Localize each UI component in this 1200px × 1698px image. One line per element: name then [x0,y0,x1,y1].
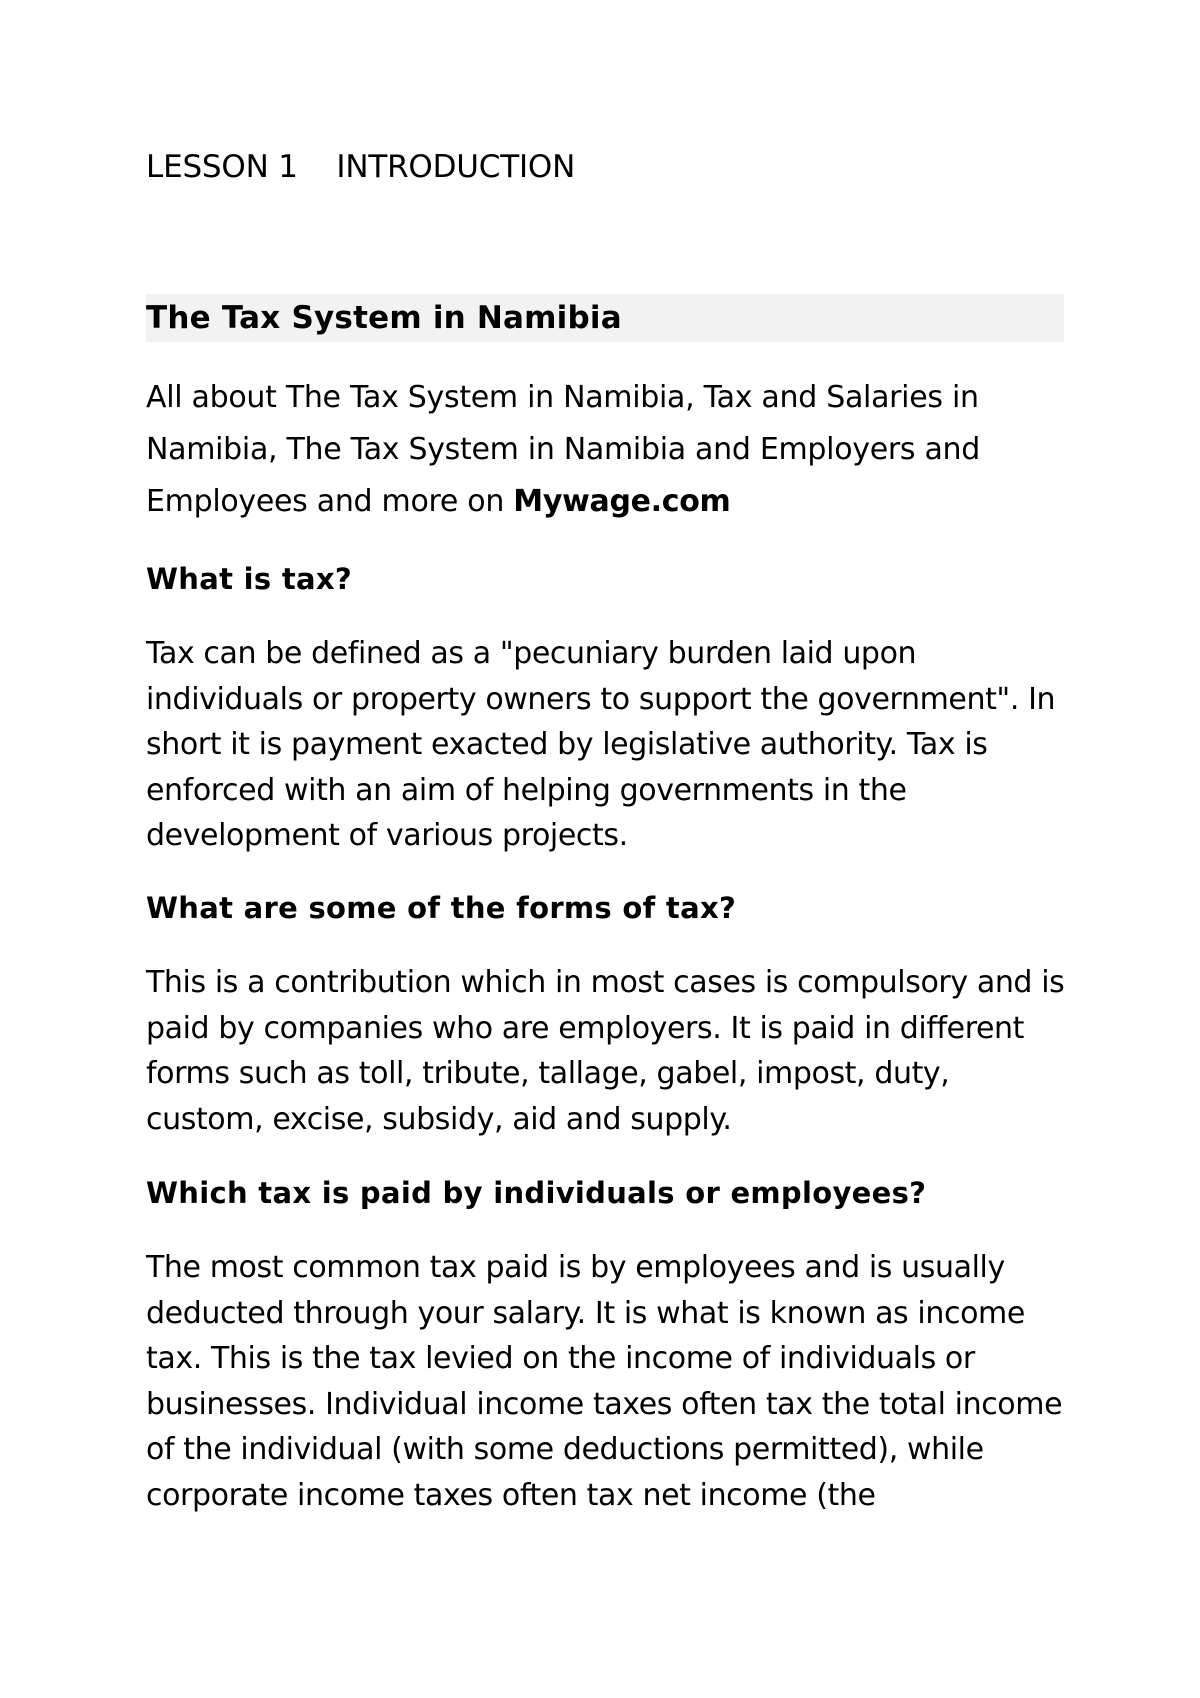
lesson-title: LESSON 1 INTRODUCTION [146,149,576,185]
heading-forms-of-tax: What are some of the forms of tax? [146,891,737,925]
heading-what-is-tax: What is tax? [146,562,353,596]
intro-paragraph [146,372,1066,528]
brand-name: Mywage.com [513,484,731,519]
intro-text: All about The Tax System in Namibia, Tax and Salaries in Namibia, The Tax System in Namibia and Employers and Employees and more on [146,380,980,519]
section-title: The Tax System in Namibia [146,300,622,336]
paragraph-forms-of-tax: This is a contribution which in most cases is compulsory and is paid by companies who are employers. It is paid in different forms such as toll, tribute, tallage, gabel, impost, duty, custom, excise, subsidy, aid and supply. [146,965,1065,1137]
paragraph-tax-paid-by-individuals: The most common tax paid is by employees and is usually deducted through your salary. It is what is known as income tax. This is the tax levied on the income of individuals or businesses. Individual income taxes often tax the total income of the individual (with some deductions permitted), while corporate income taxes often tax net income (the [146,1250,1063,1513]
paragraph-what-is-tax: Tax can be defined as a "pecuniary burden laid upon individuals or property owners to support the government". In short it is payment exacted by legislative authority. Tax is enforced with an aim of helping governments in the development of various projects. [146,636,1056,853]
heading-tax-paid-by-individuals: Which tax is paid by individuals or employees? [146,1176,927,1210]
